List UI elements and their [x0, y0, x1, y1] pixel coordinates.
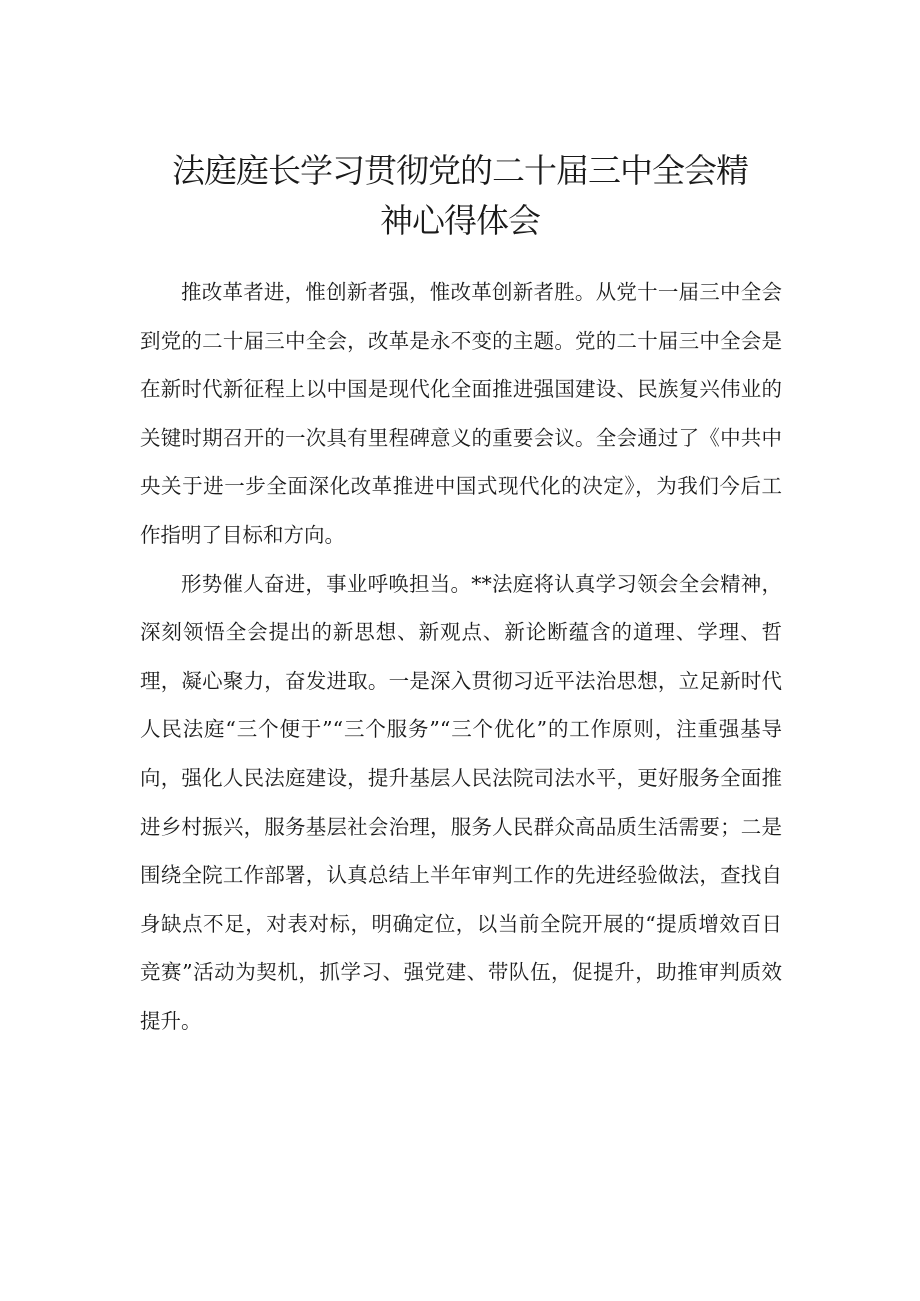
- title-line-1: 法庭庭长学习贯彻党的二十届三中全会精: [172, 151, 748, 190]
- paragraph-1: 推改革者进，惟创新者强，惟改革创新者胜。从党十一届三中全会到党的二十届三中全会，改革是永不变的主题。党的二十届三中全会是在新时代新征程上以中国是现代化全面推进强国建设、民族复兴伟业的关键时期召开的一次具有里程碑意义的重要会议。全会通过了《中共中央关于进一步全面深化改革推进中国式现代化的决定》，为我们今后工作指明了目标和方向。: [140, 280, 782, 547]
- paragraph-2: 形势催人奋进，事业呼唤担当。**法庭将认真学习领会全会精神，深刻领悟全会提出的新思想、新观点、新论断蕴含的道理、学理、哲理，凝心聚力，奋发进取。一是深入贯彻习近平法治思想，立足新时代人民法庭“三个便于”“三个服务”“三个优化”的工作原则，注重强基导向，强化人民法庭建设，提升基层人民法院司法水平，更好服务全面推进乡村振兴，服务基层社会治理，服务人民群众高品质生活需要；二是围绕全院工作部署，认真总结上半年审判工作的先进经验做法，查找自身缺点不足，对表对标，明确定位，以当前全院开展的“提质增效百日竞赛”活动为契机，抓学习、强党建、带队伍，促提升，助推审判质效提升。: [140, 571, 782, 1033]
- document-body: [140, 268, 782, 1046]
- title-line-2: 神心得体会: [380, 201, 540, 240]
- document-title: [140, 146, 780, 246]
